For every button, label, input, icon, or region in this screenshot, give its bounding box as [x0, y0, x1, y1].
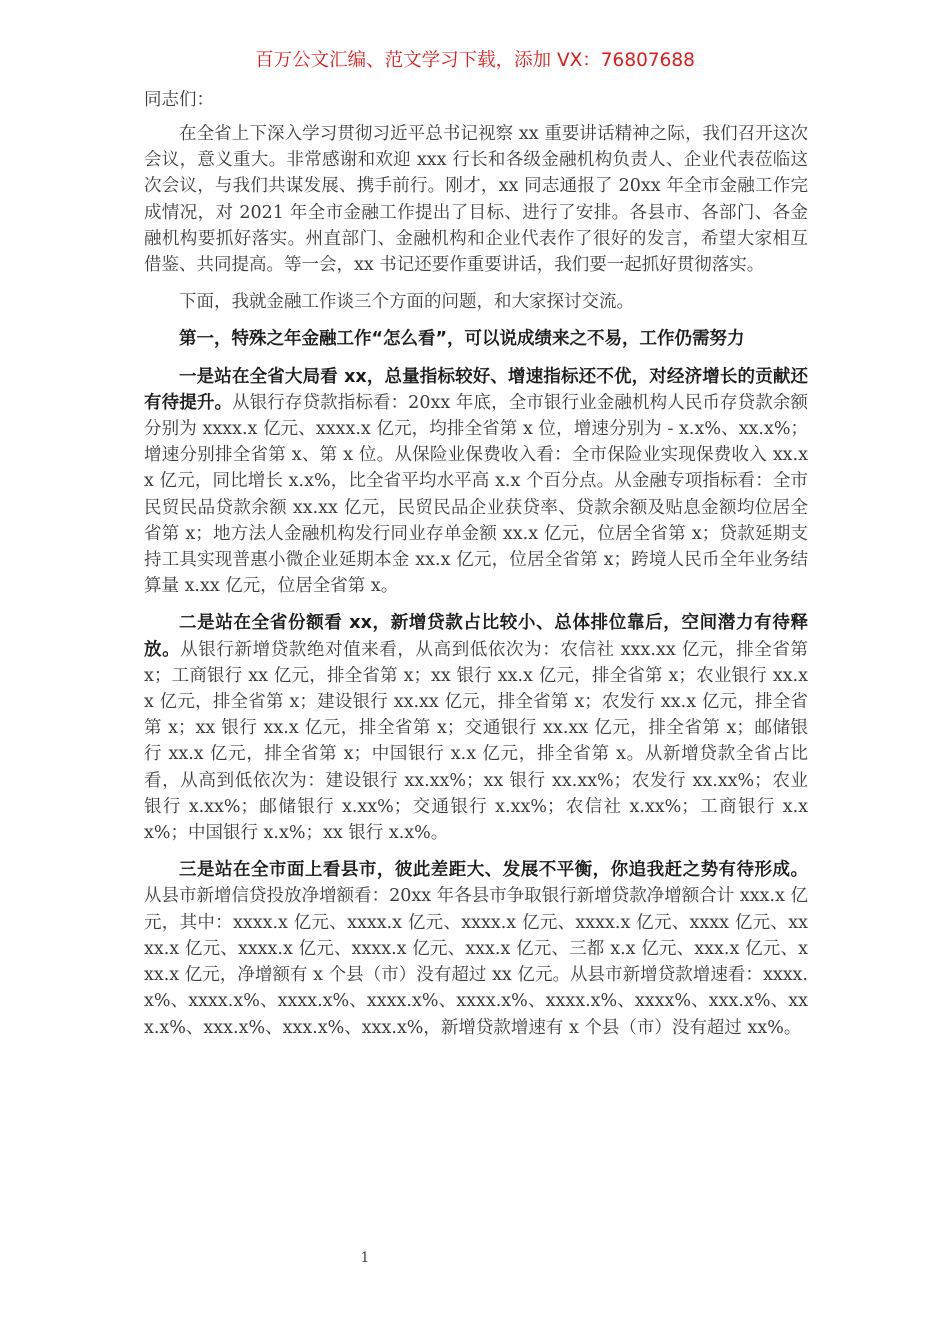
point-1-body: 从银行存贷款指标看：20xx 年底，全市银行业金融机构人民币存贷款余额分别为 xxxx.x 亿元、xxxx.x 亿元，均排全省第 x 位，增速分别为 - x.x%、xx.x%；增速分别排全省第 x、第 x 位。从保险业保费收入看：全市保险业实现保费收入 xx.xx 亿元，同比增长 x.x%，比全省平均水平高 x.x 个百分点。从金融专项指标看：全市民贸民品贷款余额 xx.xx 亿元，民贸民品企业获贷率、贷款余额及贴息金额均位居全省第 x；地方法人金融机构发行同业存单金额 xx.x 亿元，位居全省第 x；贷款延期支持工具实现普惠小微企业延期本金 xx.x 亿元，位居全省第 x；跨境人民币全年业务结算量 x.xx 亿元，位居全省第 x。 [144, 392, 808, 597]
point-2-lead: 二是站在全省份额看 xx，新增贷款占比较小、总体排位靠后，空间潜力有待释放。 [144, 613, 808, 660]
paragraph-transition: 下面，我就金融工作谈三个方面的问题，和大家探讨交流。 [179, 292, 634, 313]
point-3-lead: 三是站在全市面上看县市，彼此差距大、发展不平衡，你追我赶之势有待形成。 [179, 860, 808, 881]
watermark-banner: 百万公文汇编、范文学习下载，添加 VX：76807688 [255, 50, 695, 71]
point-1-lead: 一是站在全省大局看 xx，总量指标较好、增速指标还不优，对经济增长的贡献还有待提升。 [144, 366, 808, 413]
paragraph-intro: 在全省上下深入学习贯彻习近平总书记视察 xx 重要讲话精神之际，我们召开这次会议，意义重大。非常感谢和欢迎 xxx 行长和各级金融机构负责人、企业代表莅临这次会议，与我们共谋发展、携手前行。刚才，xx 同志通报了 20xx 年全市金融工作完成情况，对 2021 年全市金融工作提出了目标、进行了安排。各县市、各部门、各金融机构要抓好落实。州直部门、金融机构和企业代表作了很好的发言，希望大家相互借鉴、共同提高。等一会，xx 书记还要作重要讲话，我们要一起抓好贯彻落实。 [144, 124, 808, 276]
point-2-body: 从银行新增贷款绝对值来看，从高到低依次为：农信社 xxx.xx 亿元，排全省第 x；工商银行 xx 亿元，排全省第 x；xx 银行 xx.x 亿元，排全省第 x；农业银行 xx.xx 亿元，排全省第 x；建设银行 xx.xx 亿元，排全省第 x；农发行 xx.x 亿元，排全省第 x；xx 银行 xx.x 亿元，排全省第 x；交通银行 xx.xx 亿元，排全省第 x；邮储银行 xx.x 亿元，排全省第 x；中国银行 x.x 亿元，排全省第 x。从新增贷款全省占比看，从高到低依次为：建设银行 xx.xx%；xx 银行 xx.xx%；农发行 xx.xx%；农业银行 x.xx%；邮储银行 x.xx%；交通银行 x.xx%；农信社 x.xx%；工商银行 x.xx%；中国银行 x.x%；xx 银行 x.x%。 [144, 639, 808, 844]
salutation: 同志们： [144, 90, 214, 110]
page-number: 1 [360, 1250, 370, 1266]
paragraph-point-3 [144, 857, 808, 1040]
paragraph-point-1 [144, 364, 808, 600]
section-heading-1: 第一，特殊之年金融工作“怎么看”，可以说成绩来之不易，工作仍需努力 [179, 329, 745, 350]
paragraph-point-2 [144, 610, 808, 846]
document-body [144, 87, 808, 1052]
point-3-body: 从县市新增信贷投放净增额看：20xx 年各县市争取银行新增贷款净增额合计 xxx.x 亿元，其中：xxxx.x 亿元、xxxx.x 亿元、xxxx.x 亿元、xxxx.x 亿元、xxxx 亿元、xxxx.x 亿元、xxxx.x 亿元、xxxx.x 亿元、xxx.x 亿元、三都 x.x 亿元、xxx.x 亿元、xxx.x 亿元，净增额有 x 个县（市）没有超过 xx 亿元。从县市新增贷款增速看：xxxx.x%、xxxx.x%、xxxx.x%、xxxx.x%、xxxx.x%、xxxx.x%、xxxx%、xxx.x%、xxx.x%、xxx.x%、xxx.x%、xxx.x%，新增贷款增速有 x 个县（市）没有超过 xx%。 [144, 886, 808, 1038]
